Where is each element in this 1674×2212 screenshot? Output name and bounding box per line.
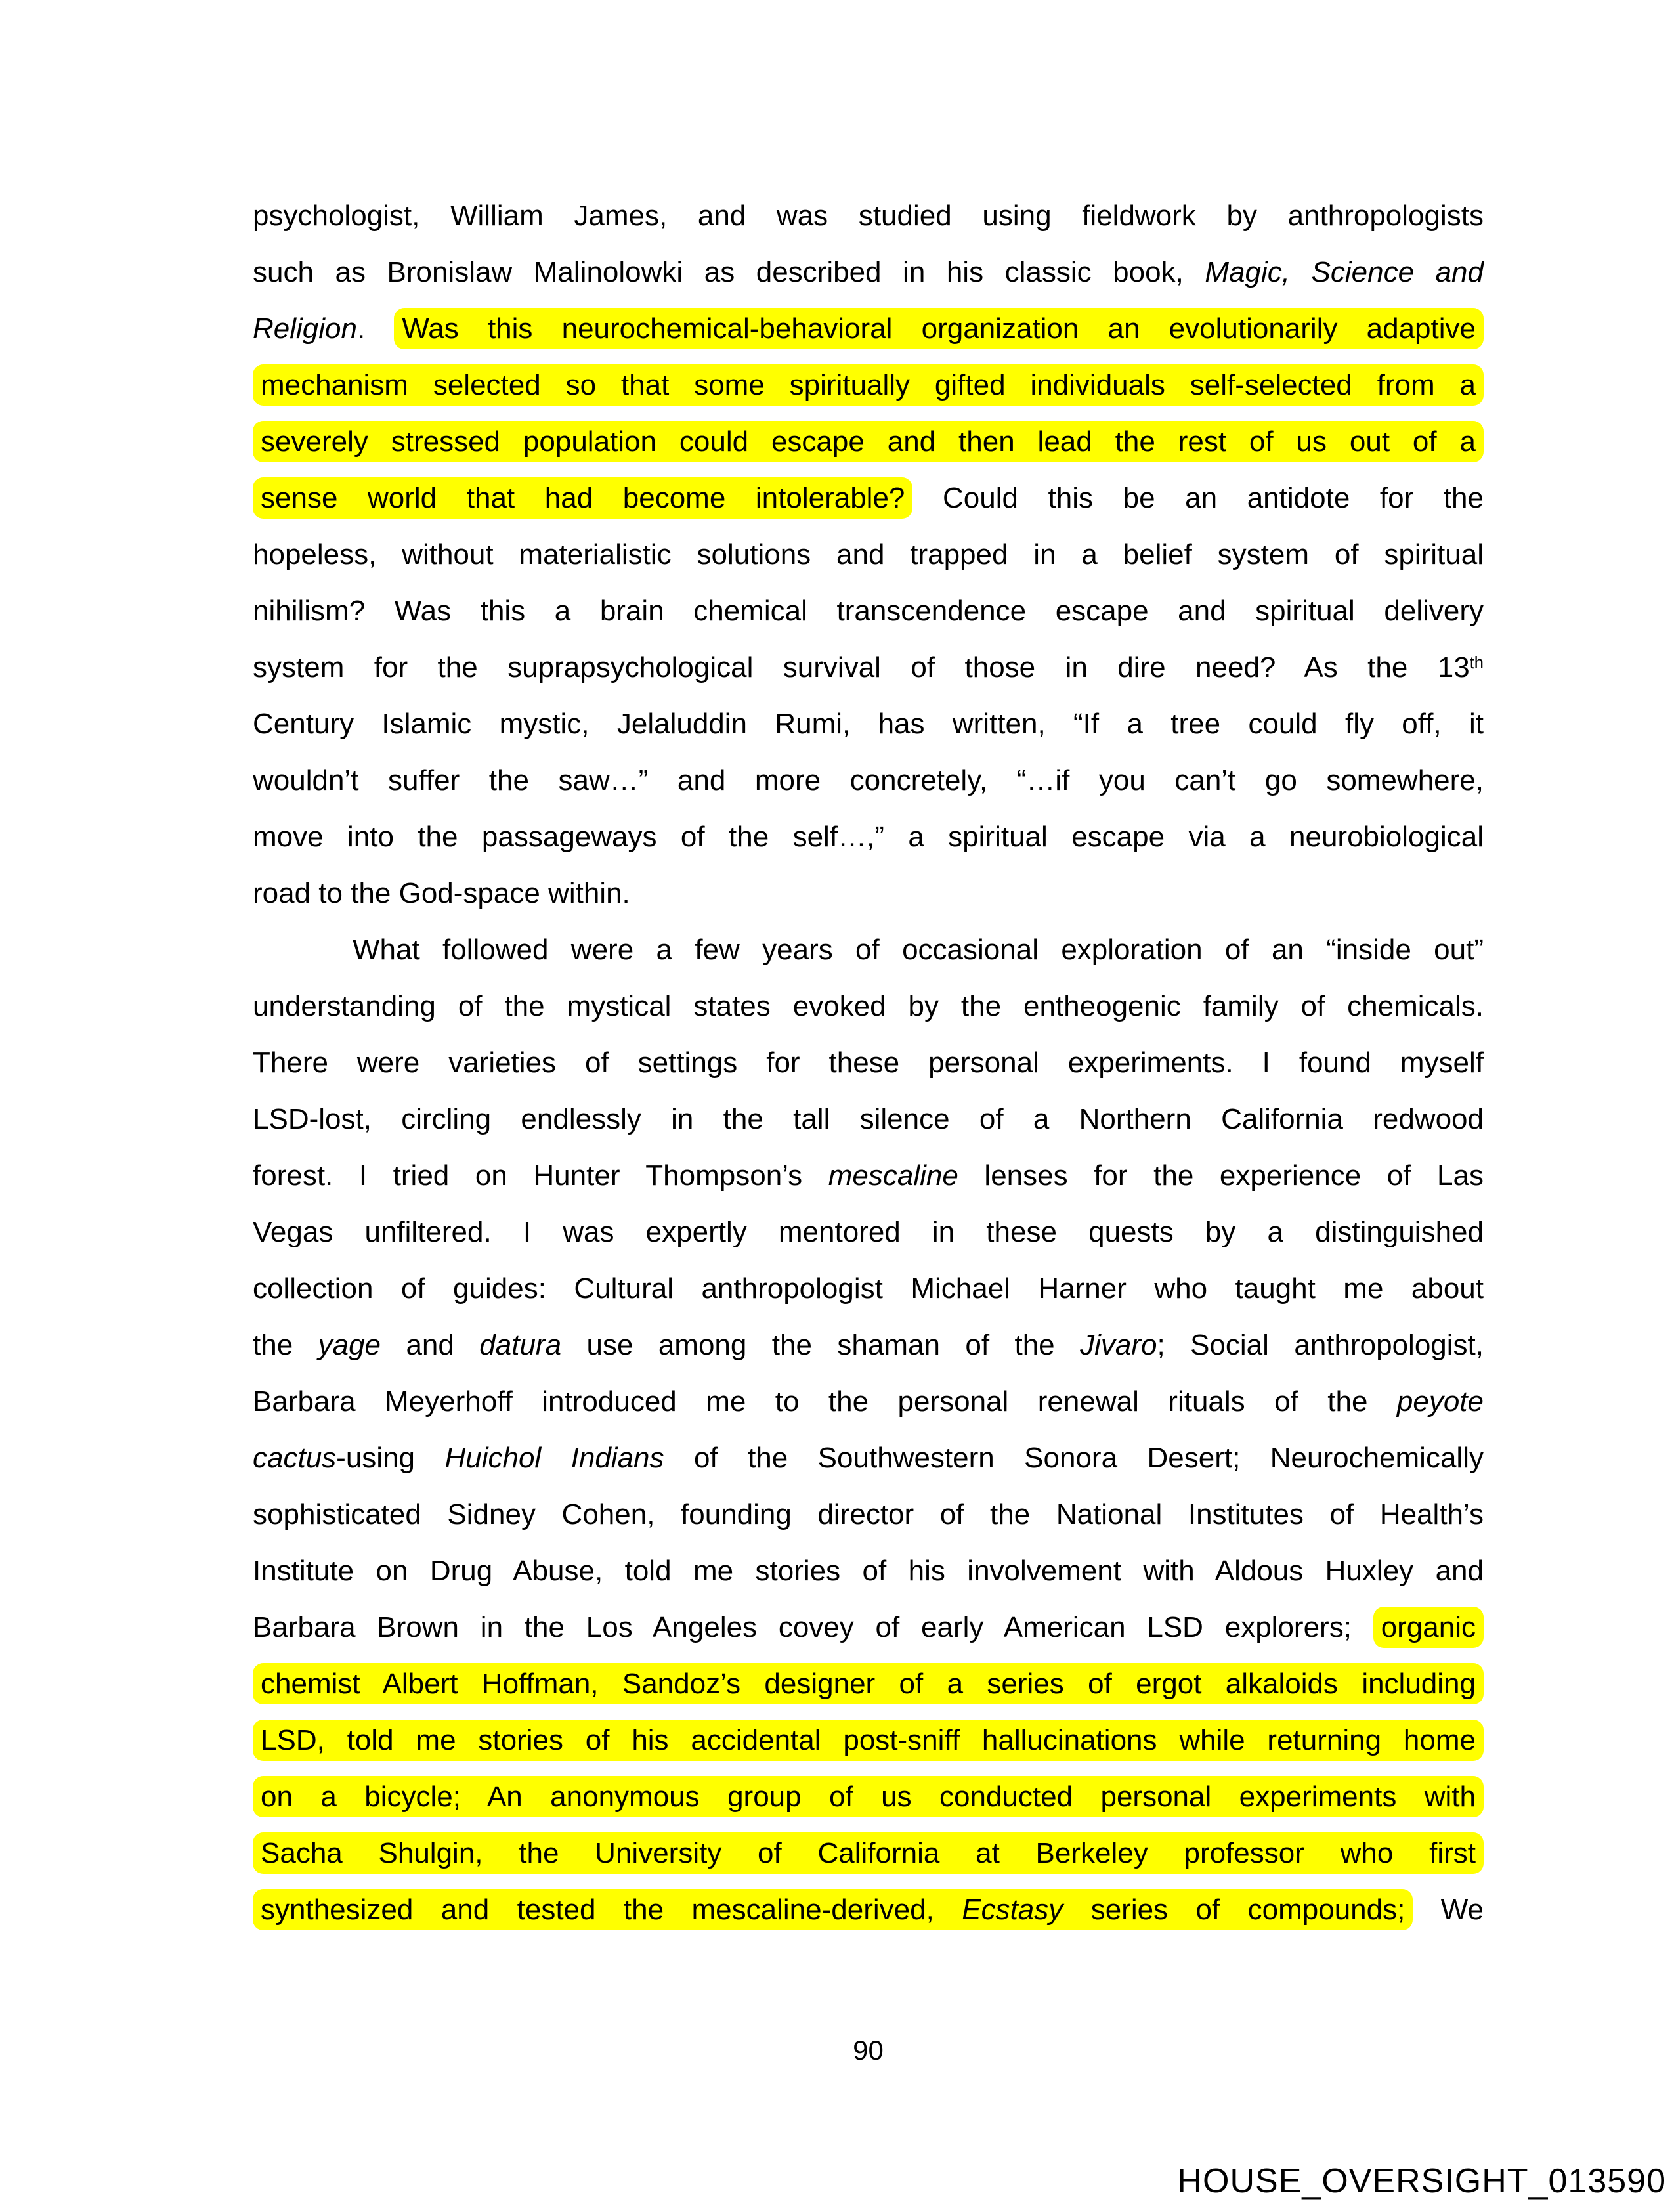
text-line [253,301,1484,357]
text-segment: system for the suprapsychological survival of those in dire need? As the 13th [253,651,1484,683]
text-segment: Religion. [253,313,395,345]
italic-text: mescaline [828,1160,958,1192]
text-line [253,1656,1484,1712]
text-line [253,244,1484,301]
text-segment: understanding of the mystical states evoked by the entheogenic family of chemicals. [253,990,1484,1022]
text-segment: We [1413,1894,1484,1926]
text-segment: road to the God-space within. [253,877,630,909]
bates-stamp: HOUSE_OVERSIGHT_013590 [1177,2162,1666,2200]
text-segment: move into the passageways of the self…,” a spiritual escape via a neurobiological [253,821,1484,853]
text-line [253,1317,1484,1374]
text-segment: LSD-lost, circling endlessly in the tall silence of a Northern California redwood [253,1103,1484,1135]
text-segment: hopeless, without materialistic solutions and trapped in a belief system of spiritual [253,538,1484,571]
text-line [253,357,1484,414]
text-line [253,470,1484,527]
italic-text: yage [318,1329,381,1361]
text-segment: There were varieties of settings for these personal experiments. I found myself [253,1047,1484,1079]
highlighted-text: sense world that had become intolerable? [253,477,912,519]
highlighted-text: synthesized and tested the mescaline-derived, Ecstasy series of compounds; [253,1889,1413,1930]
text-line [253,1543,1484,1599]
text-line [253,1599,1484,1656]
text-segment: cactus-using Huichol Indians of the Southwestern Sonora Desert; Neurochemically [253,1442,1484,1474]
text-segment: sophisticated Sidney Cohen, founding director of the National Institutes of Health’s [253,1498,1484,1530]
highlighted-text: on a bicycle; An anonymous group of us conducted personal experiments with [253,1776,1484,1817]
text-line [253,1091,1484,1148]
text-segment: Vegas unfiltered. I was expertly mentored in these quests by a distinguished [253,1216,1484,1248]
text-line [253,865,1484,922]
italic-text: peyote [1396,1385,1484,1418]
document-text [253,188,1484,1938]
italic-text: Religion [253,313,357,345]
text-line [253,1374,1484,1430]
highlighted-text: LSD, told me stories of his accidental post-sniff hallucinations while returning home [253,1720,1484,1761]
text-segment: collection of guides: Cultural anthropologist Michael Harner who taught me about [253,1272,1484,1305]
highlighted-text: Sacha Shulgin, the University of California at Berkeley professor who first [253,1832,1484,1874]
text-segment: such as Bronislaw Malinolowki as described in his classic book, Magic, Science and [253,256,1484,288]
text-line [253,1204,1484,1261]
text-segment: Barbara Meyerhoff introduced me to the personal renewal rituals of the peyote [253,1385,1484,1418]
text-line [253,978,1484,1035]
text-line [253,922,1484,978]
text-segment: Century Islamic mystic, Jelaluddin Rumi, has written, “If a tree could fly off, it [253,708,1484,740]
text-segment: forest. I tried on Hunter Thompson’s mescaline lenses for the experience of Las [253,1160,1484,1192]
text-line [253,1261,1484,1317]
text-line [253,1769,1484,1825]
text-line [253,1430,1484,1486]
highlighted-text: organic [1373,1607,1484,1648]
highlighted-text: chemist Albert Hoffman, Sandoz’s designer of a series of ergot alkaloids including [253,1663,1484,1704]
text-line [253,1825,1484,1882]
text-line [253,1486,1484,1543]
highlighted-text: Was this neurochemical-behavioral organization an evolutionarily adaptive [394,308,1484,349]
text-line [253,809,1484,865]
text-line [253,583,1484,640]
text-segment: Could this be an antidote for the [912,482,1484,514]
text-line [253,1035,1484,1091]
italic-text: cactus [253,1442,337,1474]
italic-text: Ecstasy [962,1894,1063,1926]
page-number: 90 [853,2035,884,2066]
text-segment: the yage and datura use among the shaman of the Jivaro; Social anthropologist, [253,1329,1484,1361]
text-segment: psychologist, William James, and was studied using fieldwork by anthropologists [253,200,1484,232]
text-segment: Barbara Brown in the Los Angeles covey of early American LSD explorers; [253,1611,1373,1643]
text-segment: What followed were a few years of occasional exploration of an “inside out” [353,934,1484,966]
text-line [253,188,1484,244]
text-line [253,414,1484,470]
italic-text: Jivaro [1080,1329,1157,1361]
text-line [253,1712,1484,1769]
text-segment: Institute on Drug Abuse, told me stories of his involvement with Aldous Huxley and [253,1555,1484,1587]
italic-text: datura [479,1329,562,1361]
text-line [253,696,1484,752]
italic-text: Magic, Science and [1205,256,1484,288]
text-line [253,752,1484,809]
text-segment: nihilism? Was this a brain chemical transcendence escape and spiritual delivery [253,595,1484,627]
italic-text: Huichol Indians [444,1442,664,1474]
text-line [253,1148,1484,1204]
text-line [253,527,1484,583]
text-line [253,640,1484,696]
highlighted-text: mechanism selected so that some spiritually gifted individuals self-selected from a [253,364,1484,406]
superscript-text: th [1469,654,1484,673]
text-segment: wouldn’t suffer the saw…” and more concretely, “…if you can’t go somewhere, [253,764,1484,796]
highlighted-text: severely stressed population could escape and then lead the rest of us out of a [253,421,1484,462]
text-line [253,1882,1484,1938]
